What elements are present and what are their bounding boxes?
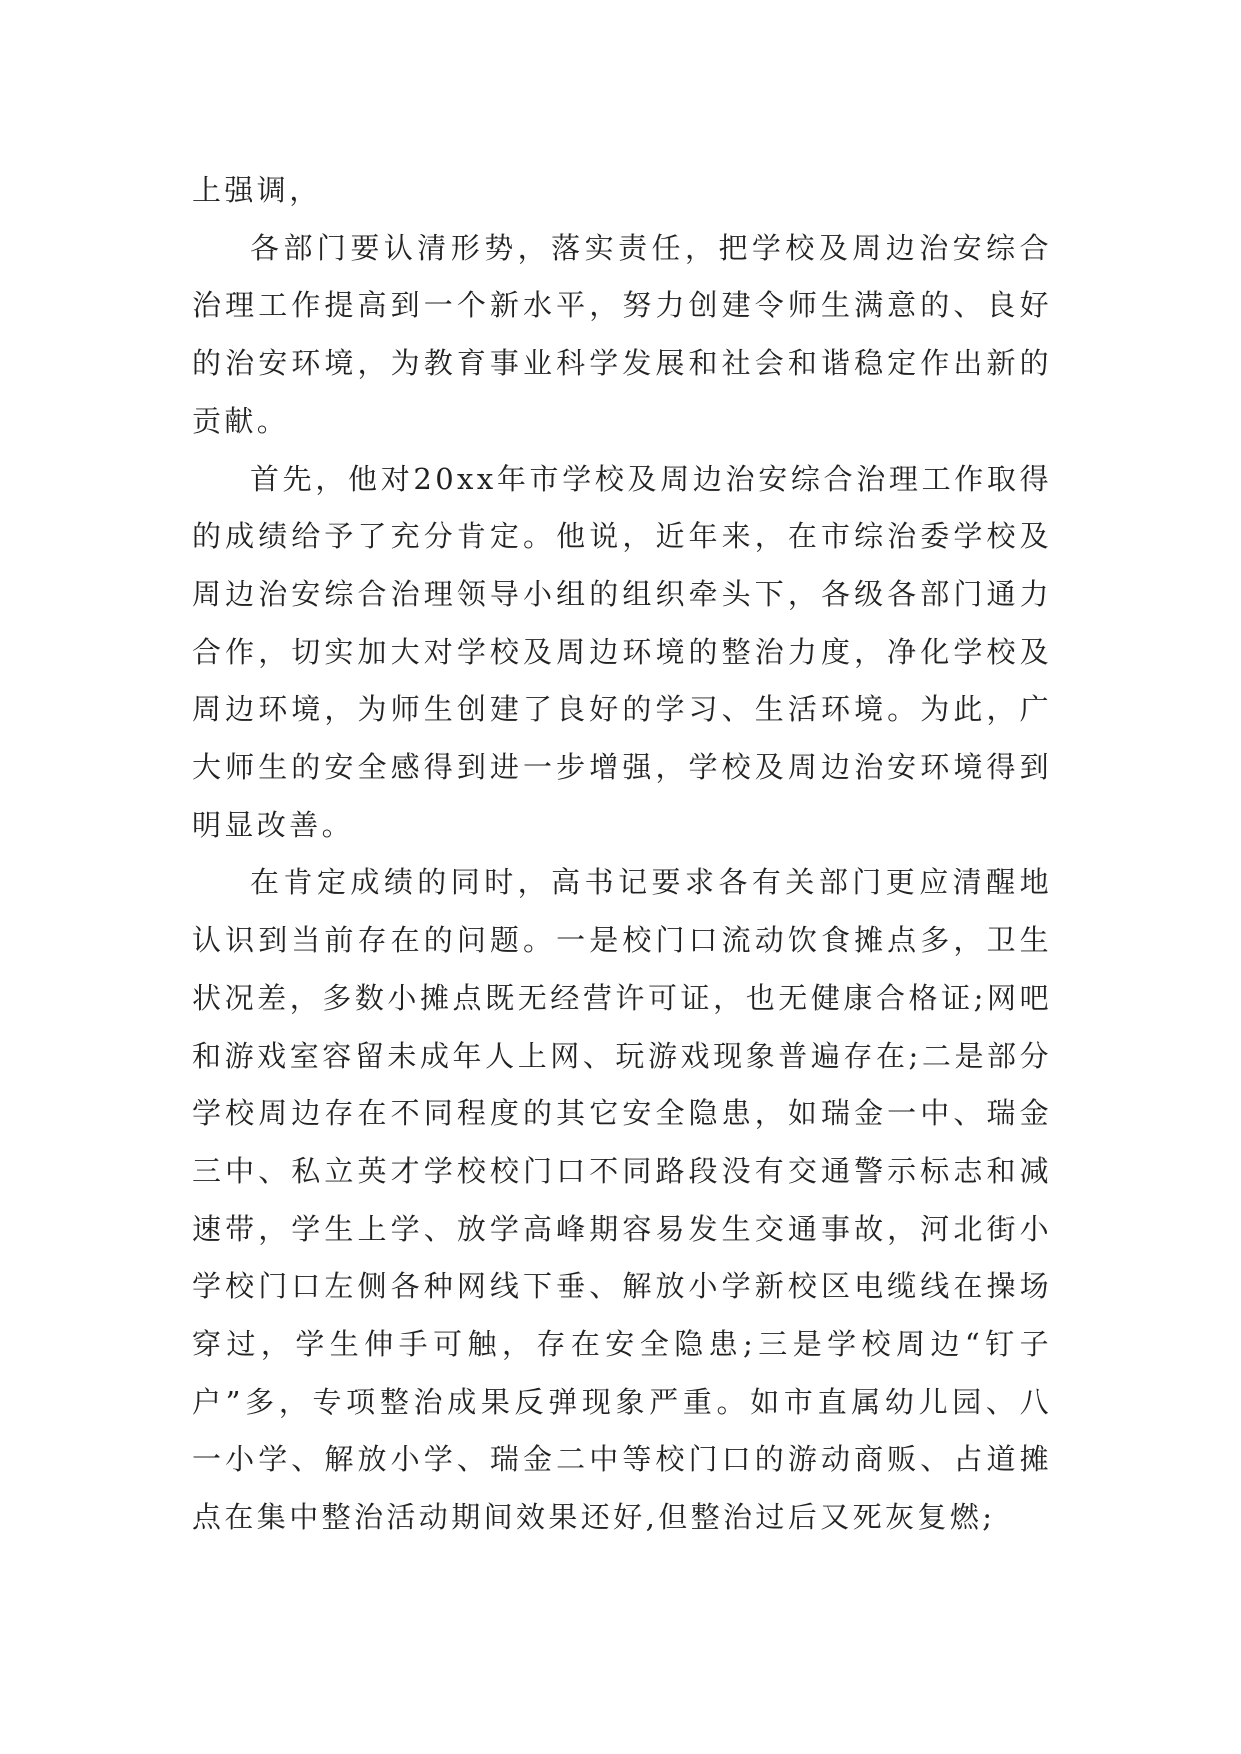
document-page	[192, 162, 1052, 1547]
paragraph-4: 在肯定成绩的同时，高书记要求各有关部门更应清醒地认识到当前存在的问题。一是校门口流动饮食摊点多，卫生状况差，多数小摊点既无经营许可证，也无健康合格证;网吧和游戏室容留未成年人上网、玩游戏现象普遍存在;二是部分学校周边存在不同程度的其它安全隐患，如瑞金一中、瑞金三中、私立英才学校校门口不同路段没有交通警示标志和减速带，学生上学、放学高峰期容易发生交通事故，河北街小学校门口左侧各种网线下垂、解放小学新校区电缆线在操场穿过，学生伸手可触，存在安全隐患;三是学校周边“钉子户”多，专项整治成果反弹现象严重。如市直属幼儿园、八一小学、解放小学、瑞金二中等校门口的游动商贩、占道摊点在集中整治活动期间效果还好,但整治过后又死灰复燃;	[192, 865, 1052, 1535]
paragraph-3: 首先，他对20xx年市学校及周边治安综合治理工作取得的成绩给予了充分肯定。他说，近年来，在市综治委学校及周边治安综合治理领导小组的组织牵头下，各级各部门通力合作，切实加大对学校及周边环境的整治力度，净化学校及周边环境，为师生创建了良好的学习、生活环境。为此，广大师生的安全感得到进一步增强，学校及周边治安环境得到明显改善。	[192, 461, 1052, 842]
paragraph-2: 各部门要认清形势，落实责任，把学校及周边治安综合治理工作提高到一个新水平，努力创建令师生满意的、良好的治安环境，为教育事业科学发展和社会和谐稳定作出新的贡献。	[192, 230, 1052, 438]
paragraph-1: 上强调，	[192, 173, 322, 207]
